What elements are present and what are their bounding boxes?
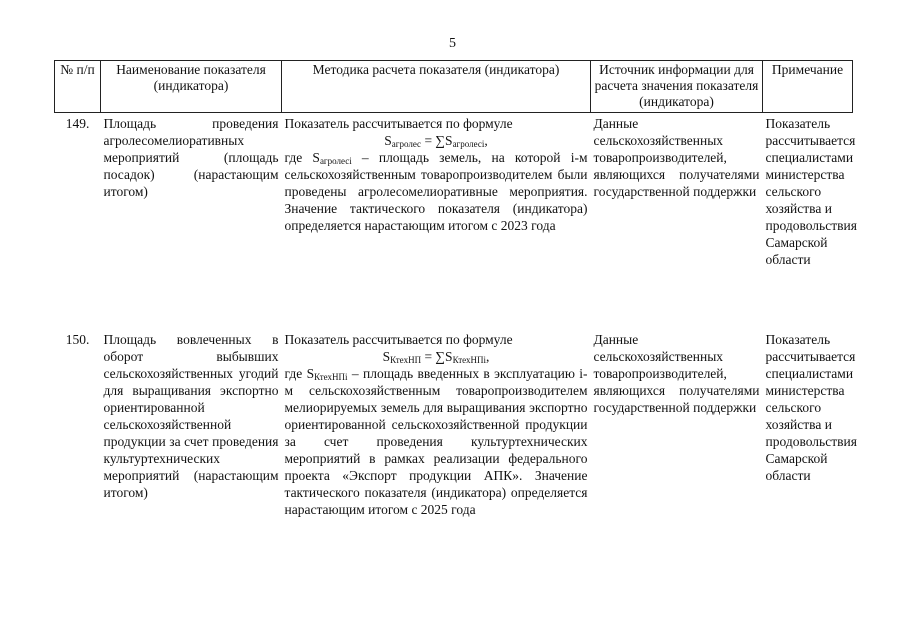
data-source: Данные сельскохозяйственных товаропроизводителей, являющихся получателями государственной поддержки <box>593 116 760 199</box>
page-number: 5 <box>449 36 456 51</box>
method-body: – площадь земель, на которой i-м сельскохозяйственным товаропроизводителем были проведены агролесомелиоративные мероприятия. Значение тактического показателя (индикатора) определяется нарастающим итогом с 2023 года <box>284 150 588 233</box>
method-intro: Показатель рассчитывается по формуле <box>284 332 513 347</box>
table-row <box>55 329 853 518</box>
method-description <box>285 365 588 518</box>
header-source: Источник информации для расчета значения показателя (индикатора) <box>591 61 763 113</box>
formula-rhs-sub: агролесi <box>452 139 485 149</box>
formula <box>285 348 588 365</box>
where-sub: агролесi <box>319 156 352 166</box>
header-num: № п/п <box>55 61 101 113</box>
header-method: Методика расчета показателя (индикатора) <box>282 61 591 113</box>
table-header-row <box>55 61 853 113</box>
calculation-method <box>282 329 591 518</box>
header-name: Наименование показателя (индикатора) <box>101 61 282 113</box>
table-row <box>55 113 853 330</box>
indicator-name: Площадь вовлеченных в оборот выбывших сельскохозяйственных угодий для выращивания экспортно ориентированной сельскохозяйственной продукции за счет проведения культуртехнических мероприятий (нарастающим итогом) <box>103 332 279 500</box>
method-description <box>285 149 588 234</box>
indicators-table <box>54 60 857 518</box>
row-number: 149. <box>65 116 90 131</box>
method-intro: Показатель рассчитывается по формуле <box>284 116 513 131</box>
formula-lhs-sub: агролес <box>391 139 422 149</box>
formula-end: , <box>484 133 488 148</box>
formula <box>285 132 588 149</box>
formula-lhs: S <box>382 349 391 364</box>
formula-eq: = ∑S <box>421 133 453 148</box>
note: Показатель рассчитывается специалистами министерства сельского хозяйства и продовольствия Самарской области <box>765 332 857 483</box>
formula-eq: = ∑S <box>421 349 453 364</box>
formula-rhs-sub: КтехНПi <box>452 355 487 365</box>
method-body: – площадь введенных в эксплуатацию i-м сельскохозяйственным товаропроизводителем мелиорируемых земель для выращивания экспортно ориентированной сельскохозяйственной продукции за счет проведения культуртехнических мероприятий в рамках реализации федерального проекта «Экспорт продукции АПК». Значение тактического показателя (индикатора) определяется нарастающим итогом с 2025 года <box>284 366 588 517</box>
where-sub: КтехНПi <box>314 372 348 382</box>
data-source: Данные сельскохозяйственных товаропроизводителей, являющихся получателями государственной поддержки <box>593 332 760 415</box>
formula-lhs-sub: КтехНП <box>390 355 422 365</box>
where-prefix: где S <box>284 150 320 165</box>
formula-end: , <box>486 349 490 364</box>
calculation-method <box>282 113 591 330</box>
note: Показатель рассчитывается специалистами министерства сельского хозяйства и продовольствия Самарской области <box>765 116 857 267</box>
header-note: Примечание <box>763 61 853 113</box>
indicator-name: Площадь проведения агролесомелиоративных мероприятий (площадь посадок) (нарастающим итогом) <box>103 116 279 199</box>
formula-lhs: S <box>384 133 392 148</box>
where-prefix: где S <box>284 366 315 381</box>
row-number: 150. <box>65 332 90 347</box>
